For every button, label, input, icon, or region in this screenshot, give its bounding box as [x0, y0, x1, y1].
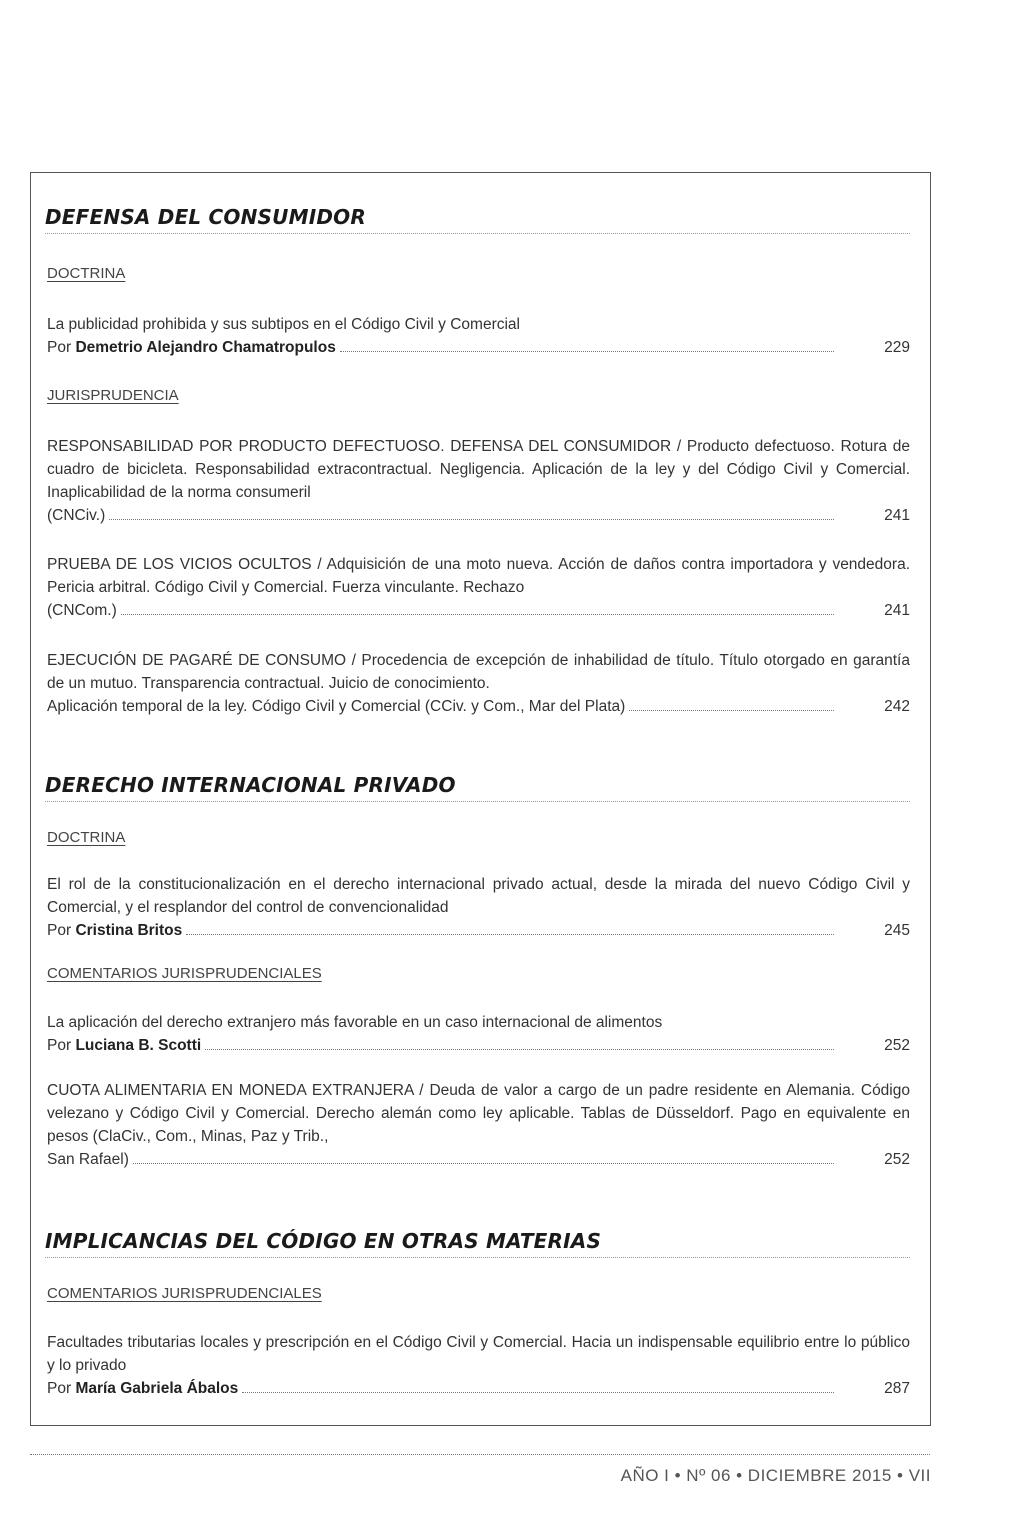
leader-dots: [242, 1391, 834, 1393]
author-prefix: Por: [47, 1380, 72, 1397]
entry-text: RESPONSABILIDAD POR PRODUCTO DEFECTUOSO. DEFENSA DEL CONSUMIDOR / Producto defectuoso. Rotura de cuadro de bicicleta. Responsabilidad extracontractual. Negligencia. Aplicación de la ley y del Código Civil y Comercial. Inaplicabilidad de la norma consumeril: [47, 438, 910, 501]
footer-rule: [30, 1454, 930, 1455]
entry-text: EJECUCIÓN DE PAGARÉ DE CONSUMO / Procedencia de excepción de inhabilidad de título. Título otorgado en garantía de un mutuo. Transparencia contractual. Juicio de conocimiento.: [47, 652, 910, 692]
entry-last-line: [47, 695, 910, 718]
subhead-comentarios: COMENTARIOS JURISPRUDENCIALES: [47, 965, 322, 982]
entry-court: (CNCiv.): [47, 507, 106, 524]
toc-entry[interactable]: [47, 553, 910, 622]
subhead-jurisprudencia: JURISPRUDENCIA: [47, 387, 179, 404]
entry-text: CUOTA ALIMENTARIA EN MONEDA EXTRANJERA / Deuda de valor a cargo de un padre residente en Alemania. Código velezano y Código Civil y Comercial. Derecho alemán como ley aplicable. Tablas de Düsseldorf. Pago en equivalente en pesos (ClaCiv., Com., Minas, Paz y Trib.,: [47, 1082, 910, 1145]
section-derecho-internacional-privado: [45, 773, 910, 1193]
author-name: Cristina Britos: [75, 922, 183, 939]
entry-last-line: [47, 599, 910, 622]
page-number: 229: [884, 339, 910, 356]
toc-entry[interactable]: [47, 435, 910, 527]
toc-entry[interactable]: [47, 313, 910, 359]
page-footer: AÑO I • Nº 06 • DICIEMBRE 2015 • VII: [620, 1466, 931, 1485]
entry-author-line: [47, 1034, 910, 1057]
leader-dots: [121, 613, 834, 615]
subhead-comentarios: COMENTARIOS JURISPRUDENCIALES: [47, 1285, 322, 1302]
leader-dots: [186, 933, 834, 935]
toc-entry[interactable]: [47, 873, 910, 942]
page-number: 287: [884, 1380, 910, 1397]
entry-court: (CNCom.): [47, 602, 117, 619]
page-number: 252: [884, 1151, 910, 1168]
leader-dots: [133, 1162, 834, 1164]
entry-text: La aplicación del derecho extranjero más favorable en un caso internacional de alimentos: [47, 1014, 663, 1031]
section-implicancias-codigo: [45, 1229, 910, 1409]
page-number: 245: [884, 922, 910, 939]
entry-court: Aplicación temporal de la ley. Código Civil y Comercial (CCiv. y Com., Mar del Plata): [47, 698, 626, 715]
entry-text: Facultades tributarias locales y prescripción en el Código Civil y Comercial. Hacia un indispensable equilibrio entre lo público y lo privado: [47, 1334, 910, 1374]
entry-author-line: [47, 1377, 910, 1400]
toc-entry[interactable]: [47, 1011, 910, 1057]
page-number: 252: [884, 1037, 910, 1054]
entry-text: PRUEBA DE LOS VICIOS OCULTOS / Adquisición de una moto nueva. Acción de daños contra importadora y vendedora. Pericia arbitral. Código Civil y Comercial. Fuerza vinculante. Rechazo: [47, 556, 910, 596]
section-defensa-consumidor: [45, 205, 910, 725]
leader-dots: [629, 709, 834, 711]
entry-author-line: [47, 336, 910, 359]
page-number: 242: [884, 698, 910, 715]
toc-entry[interactable]: [47, 1079, 910, 1171]
author-name: Demetrio Alejandro Chamatropulos: [75, 339, 336, 356]
author-prefix: Por: [47, 1037, 72, 1054]
section-title: DEFENSA DEL CONSUMIDOR: [45, 205, 910, 234]
leader-dots: [205, 1048, 834, 1050]
page-number: 241: [884, 602, 910, 619]
entry-last-line: [47, 504, 910, 527]
entry-text: El rol de la constitucionalización en el derecho internacional privado actual, desde la mirada del nuevo Código Civil y Comercial, y el resplandor del control de convencionalidad: [47, 876, 910, 916]
entry-text: La publicidad prohibida y sus subtipos en el Código Civil y Comercial: [47, 316, 520, 333]
toc-frame: [30, 172, 931, 1426]
entry-last-line: [47, 1148, 910, 1171]
entry-author-line: [47, 919, 910, 942]
author-name: María Gabriela Ábalos: [75, 1380, 239, 1397]
entry-court: San Rafael): [47, 1151, 129, 1168]
section-title: DERECHO INTERNACIONAL PRIVADO: [45, 773, 910, 802]
toc-entry[interactable]: [47, 1331, 910, 1400]
section-title: IMPLICANCIAS DEL CÓDIGO EN OTRAS MATERIAS: [45, 1229, 910, 1258]
leader-dots: [340, 350, 834, 352]
subhead-doctrina: DOCTRINA: [47, 265, 126, 282]
subhead-doctrina: DOCTRINA: [47, 829, 126, 846]
toc-entry[interactable]: [47, 649, 910, 718]
author-name: Luciana B. Scotti: [75, 1037, 202, 1054]
leader-dots: [109, 518, 834, 520]
author-prefix: Por: [47, 339, 72, 356]
page-number: 241: [884, 507, 910, 524]
author-prefix: Por: [47, 922, 72, 939]
